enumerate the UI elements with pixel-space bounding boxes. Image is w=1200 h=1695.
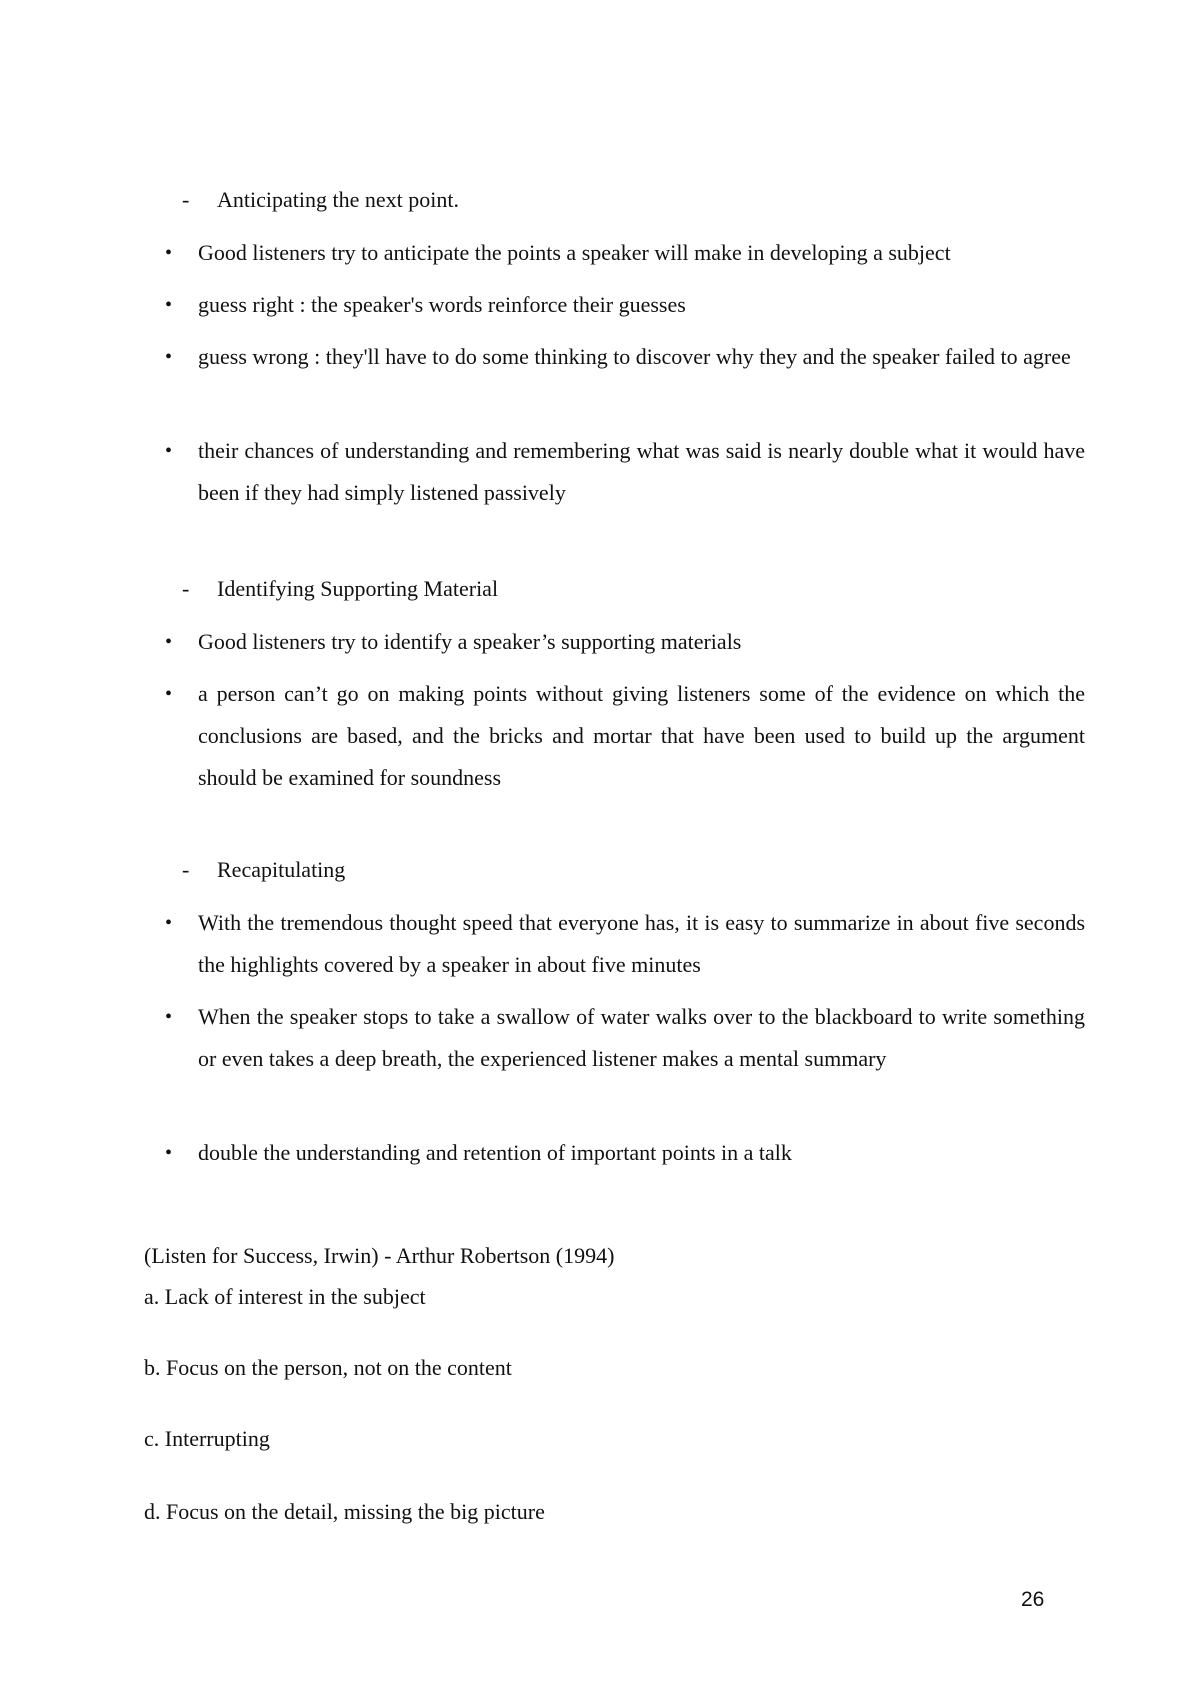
section-heading-text: Recapitulating xyxy=(217,857,346,882)
bullet-marker: • xyxy=(165,346,173,368)
bullet-text: guess right : the speaker's words reinforce their guesses xyxy=(198,292,686,317)
bullet-text: guess wrong : they'll have to do some thinking to discover why they and the speaker failed to agree xyxy=(198,344,1071,369)
list-item: a. Lack of interest in the subject xyxy=(144,1284,426,1309)
bullet-item xyxy=(165,430,1085,514)
bullet-item xyxy=(165,996,1085,1080)
bullet-marker: • xyxy=(165,242,173,264)
bullet-item xyxy=(165,621,1085,663)
bullet-item xyxy=(165,1132,1085,1174)
page-number: 26 xyxy=(1021,1588,1045,1611)
bullet-text: their chances of understanding and remembering what was said is nearly double what it would have been if they had simply listened passively xyxy=(198,438,1085,505)
bullet-item xyxy=(165,232,1085,274)
bullet-text: When the speaker stops to take a swallow of water walks over to the blackboard to write something or even takes a deep breath, the experienced listener makes a mental summary xyxy=(198,1004,1085,1071)
dash-marker: - xyxy=(182,187,190,212)
citation: (Listen for Success, Irwin) - Arthur Robertson (1994) xyxy=(144,1243,615,1268)
dash-marker: - xyxy=(182,576,190,601)
bullet-marker: • xyxy=(165,631,173,653)
list-item: c. Interrupting xyxy=(144,1426,270,1451)
bullet-marker: • xyxy=(165,1142,173,1164)
bullet-marker: • xyxy=(165,1006,173,1028)
bullet-item xyxy=(165,902,1085,986)
bullet-marker: • xyxy=(165,294,173,316)
section-heading-text: Anticipating the next point. xyxy=(217,187,459,212)
bullet-marker: • xyxy=(165,683,173,705)
list-item: d. Focus on the detail, missing the big picture xyxy=(144,1499,545,1524)
bullet-text: a person can’t go on making points without giving listeners some of the evidence on which the conclusions are based, and the bricks and mortar that have been used to build up the argument should be examined for soundness xyxy=(198,681,1085,790)
bullet-text: Good listeners try to identify a speaker’s supporting materials xyxy=(198,629,742,654)
bullet-item xyxy=(165,284,1085,326)
section-heading-text: Identifying Supporting Material xyxy=(217,576,499,601)
dash-marker: - xyxy=(182,857,190,882)
list-item: b. Focus on the person, not on the content xyxy=(144,1355,512,1380)
bullet-text: double the understanding and retention of important points in a talk xyxy=(198,1140,792,1165)
bullet-marker: • xyxy=(165,912,173,934)
bullet-marker: • xyxy=(165,440,173,462)
bullet-text: Good listeners try to anticipate the points a speaker will make in developing a subject xyxy=(198,240,951,265)
bullet-item xyxy=(165,336,1085,378)
bullet-item xyxy=(165,673,1085,799)
bullet-text: With the tremendous thought speed that everyone has, it is easy to summarize in about five seconds the highlights covered by a speaker in about five minutes xyxy=(198,910,1085,977)
